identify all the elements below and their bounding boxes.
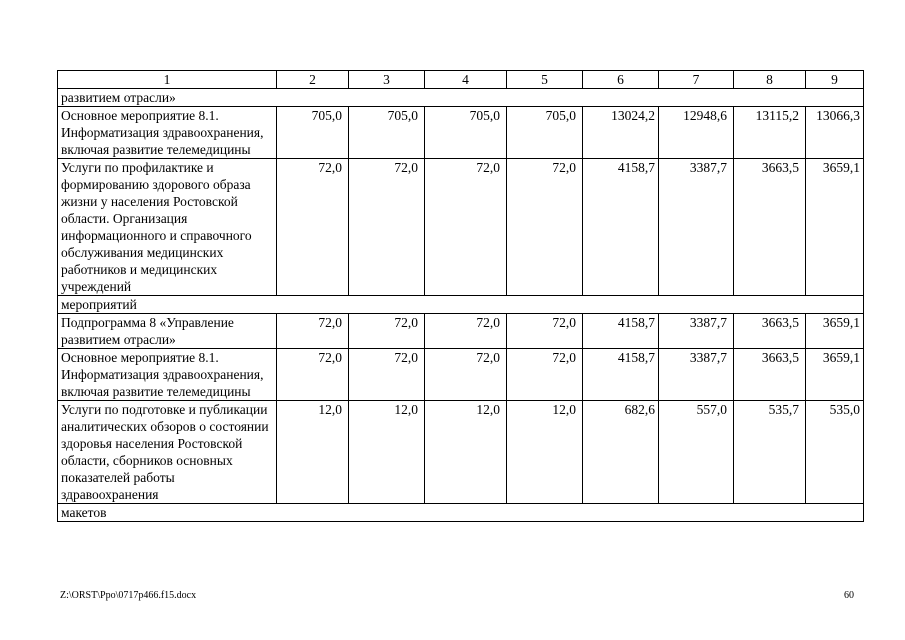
row-label: Услуги по профилактике и формированию здорового образа жизни у населения Ростовской области. Организация информационного и справочного обслуживания медицинских работников и медицинских учреждений <box>58 159 277 296</box>
table-continuation-row <box>58 504 864 522</box>
value-cell: 12,0 <box>349 401 425 504</box>
value-cell: 72,0 <box>349 349 425 401</box>
column-header: 7 <box>659 71 734 89</box>
value-cell: 557,0 <box>659 401 734 504</box>
value-cell: 72,0 <box>277 349 349 401</box>
value-cell: 3663,5 <box>734 349 806 401</box>
value-cell: 3387,7 <box>659 349 734 401</box>
value-cell: 682,6 <box>583 401 659 504</box>
value-cell: 3387,7 <box>659 314 734 349</box>
value-cell: 3663,5 <box>734 159 806 296</box>
row-label: Основное мероприятие 8.1. Информатизация здравоохранения, включая развитие телемедицины <box>58 107 277 159</box>
column-header: 6 <box>583 71 659 89</box>
table-row <box>58 159 864 296</box>
value-cell: 72,0 <box>277 159 349 296</box>
table-row <box>58 349 864 401</box>
value-cell: 72,0 <box>507 159 583 296</box>
table-row <box>58 314 864 349</box>
value-cell: 72,0 <box>349 159 425 296</box>
value-cell: 12,0 <box>507 401 583 504</box>
value-cell: 13066,3 <box>806 107 864 159</box>
column-header: 3 <box>349 71 425 89</box>
file-path: Z:\ORST\Ppo\0717p466.f15.docx <box>60 590 197 601</box>
continuation-text: развитием отрасли» <box>58 89 864 107</box>
table-row <box>58 401 864 504</box>
value-cell: 72,0 <box>425 314 507 349</box>
value-cell: 3659,1 <box>806 314 864 349</box>
column-header: 2 <box>277 71 349 89</box>
page-number: 60 <box>844 590 854 601</box>
value-cell: 72,0 <box>277 314 349 349</box>
value-cell: 3663,5 <box>734 314 806 349</box>
value-cell: 535,7 <box>734 401 806 504</box>
value-cell: 3387,7 <box>659 159 734 296</box>
continuation-text: макетов <box>58 504 864 522</box>
value-cell: 72,0 <box>507 349 583 401</box>
value-cell: 13115,2 <box>734 107 806 159</box>
table-body <box>58 71 864 522</box>
column-header: 8 <box>734 71 806 89</box>
value-cell: 12,0 <box>425 401 507 504</box>
table-continuation-row <box>58 89 864 107</box>
value-cell: 3659,1 <box>806 349 864 401</box>
row-label: Основное мероприятие 8.1. Информатизация здравоохранения, включая развитие телемедицины <box>58 349 277 401</box>
column-header: 1 <box>58 71 277 89</box>
table-header-row <box>58 71 864 89</box>
value-cell: 72,0 <box>507 314 583 349</box>
value-cell: 705,0 <box>507 107 583 159</box>
value-cell: 4158,7 <box>583 159 659 296</box>
table-row <box>58 107 864 159</box>
column-header: 9 <box>806 71 864 89</box>
value-cell: 72,0 <box>349 314 425 349</box>
column-header: 5 <box>507 71 583 89</box>
row-label: Услуги по подготовке и публикации аналитических обзоров о состоянии здоровья населения Ростовской области, сборников основных показателей работы здравоохранения <box>58 401 277 504</box>
column-header: 4 <box>425 71 507 89</box>
value-cell: 72,0 <box>425 349 507 401</box>
value-cell: 535,0 <box>806 401 864 504</box>
row-label: Подпрограмма 8 «Управление развитием отрасли» <box>58 314 277 349</box>
value-cell: 12,0 <box>277 401 349 504</box>
value-cell: 72,0 <box>425 159 507 296</box>
value-cell: 705,0 <box>425 107 507 159</box>
value-cell: 705,0 <box>349 107 425 159</box>
table-continuation-row <box>58 296 864 314</box>
value-cell: 4158,7 <box>583 314 659 349</box>
data-table <box>57 70 864 522</box>
value-cell: 705,0 <box>277 107 349 159</box>
value-cell: 4158,7 <box>583 349 659 401</box>
value-cell: 13024,2 <box>583 107 659 159</box>
continuation-text: мероприятий <box>58 296 864 314</box>
value-cell: 12948,6 <box>659 107 734 159</box>
value-cell: 3659,1 <box>806 159 864 296</box>
